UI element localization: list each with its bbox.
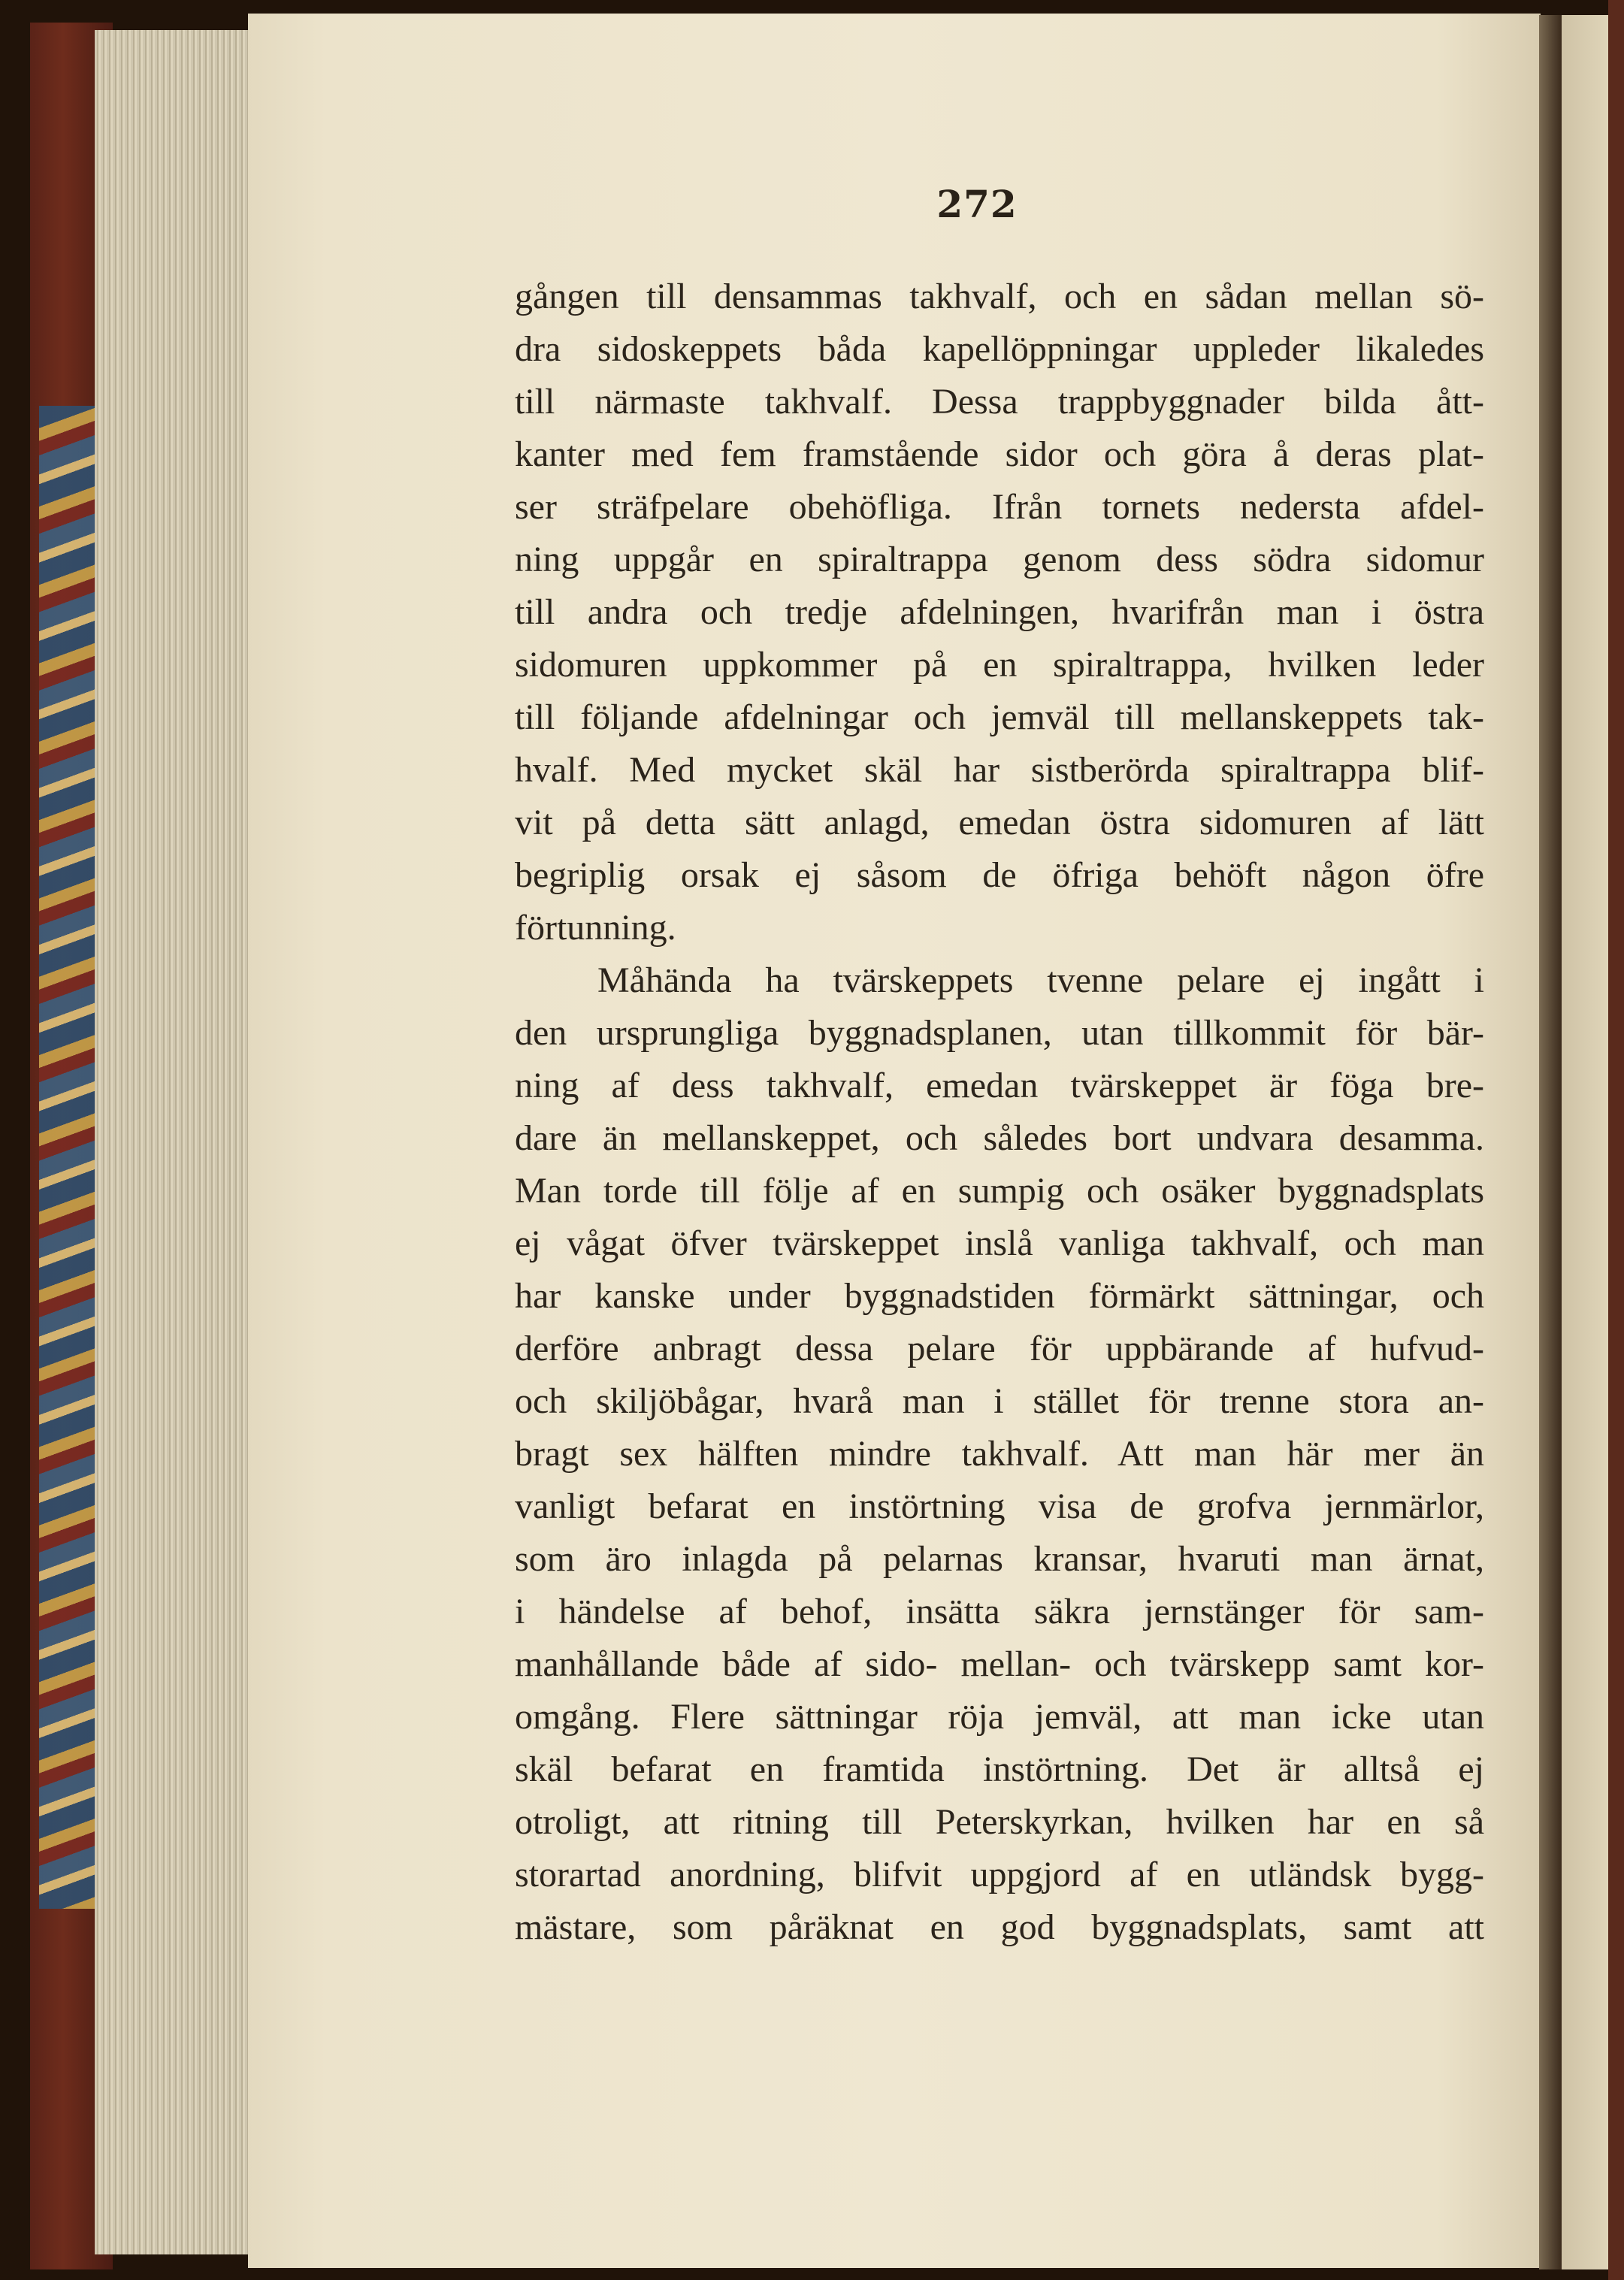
text-line: Måhända ha tvärskeppets tvenne pelare ej ingått i <box>597 960 1484 1000</box>
page-gutter <box>1539 15 1562 2269</box>
text-line: manhållande både af sido- mellan- och tvärskepp samt kor- <box>515 1644 1484 1684</box>
page-number: 272 <box>936 182 1018 226</box>
text-line: sidomuren uppkommer på en spiraltrappa, hvilken leder <box>515 645 1484 685</box>
text-line: vanligt befarat en instörtning visa de grofva jernmärlor, <box>515 1486 1484 1526</box>
text-line: dare än mellanskeppet, och således bort undvara desamma. <box>515 1118 1484 1158</box>
text-line: har kanske under byggnadstiden förmärkt sättningar, och <box>515 1276 1484 1316</box>
text-line: förtunning. <box>515 908 676 948</box>
text-line: vit på detta sätt anlagd, emedan östra sidomuren af lätt <box>515 803 1484 842</box>
text-line: till andra och tredje afdelningen, hvarifrån man i östra <box>515 592 1484 632</box>
text-line: Man torde till följe af en sumpig och osäker byggnadsplats <box>515 1171 1484 1211</box>
text-line: i händelse af behof, insätta säkra jernstänger för sam- <box>515 1592 1484 1631</box>
text-line: bragt sex hälften mindre takhvalf. Att man här mer än <box>515 1434 1484 1474</box>
text-line: kanter med fem framstående sidor och göra å deras plat- <box>515 434 1484 474</box>
text-line: otroligt, att ritning till Peterskyrkan, hvilken har en så <box>515 1802 1484 1842</box>
text-line: begriplig orsak ej såsom de öfriga behöft någon öfre <box>515 855 1484 895</box>
text-line: gången till densammas takhvalf, och en sådan mellan sö- <box>515 277 1484 316</box>
text-line: mästare, som påräknat en god byggnadsplats, samt att <box>515 1907 1484 1947</box>
text-line: derföre anbragt dessa pelare för uppbärande af hufvud- <box>515 1329 1484 1368</box>
text-line: till närmaste takhvalf. Dessa trappbyggnader bilda ått- <box>515 382 1484 422</box>
text-line: omgång. Flere sättningar röja jemväl, att man icke utan <box>515 1697 1484 1737</box>
text-line: som äro inlagda på pelarnas kransar, hvaruti man ärnat, <box>515 1539 1484 1579</box>
text-line: ning uppgår en spiraltrappa genom dess södra sidomur <box>515 540 1484 579</box>
book-cover-right <box>1608 0 1624 2280</box>
text-line: ser sträfpelare obehöfliga. Ifrån tornets nedersta afdel- <box>515 487 1484 527</box>
page-text <box>515 271 1484 1954</box>
text-line: storartad anordning, blifvit uppgjord af en utländsk bygg- <box>515 1855 1484 1894</box>
text-line: till följande afdelningar och jemväl till mellanskeppets tak- <box>515 697 1484 737</box>
marbled-edge <box>39 406 99 1909</box>
text-line: skäl befarat en framtida instörtning. Det är alltså ej <box>515 1749 1484 1789</box>
text-line: och skiljöbågar, hvarå man i stället för trenne stora an- <box>515 1381 1484 1421</box>
text-line: ej vågat öfver tvärskeppet inslå vanliga takhvalf, och man <box>515 1223 1484 1263</box>
text-line: den ursprungliga byggnadsplanen, utan tillkommit för bär- <box>515 1013 1484 1053</box>
text-line: hvalf. Med mycket skäl har sistberörda spiraltrappa blif- <box>515 750 1484 790</box>
text-line: dra sidoskeppets båda kapellöppningar uppleder likaledes <box>515 329 1484 369</box>
text-line: ning af dess takhvalf, emedan tvärskeppet är föga bre- <box>515 1066 1484 1105</box>
